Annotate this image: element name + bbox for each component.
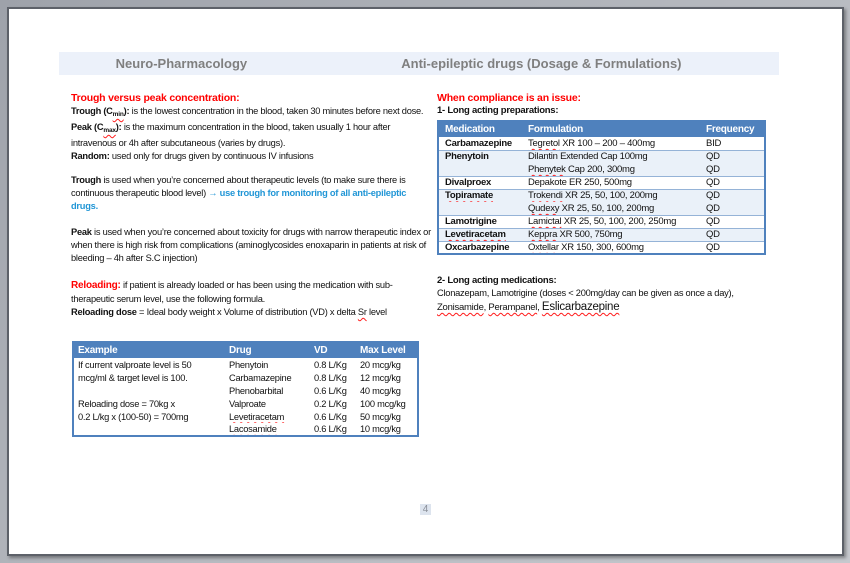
brand-name: Qudexy: [528, 202, 560, 214]
frequency-cell: QD: [700, 176, 765, 189]
max-cell: 12 mcg/kg: [360, 372, 401, 383]
table-row: [73, 358, 418, 371]
formulation-rest: XR 25, 50, 100, 200mg: [562, 190, 658, 202]
formulation-cell: [522, 215, 700, 228]
brand-name: Phenytek: [528, 163, 566, 175]
right-subheading-2: 2- Long acting medications:: [437, 275, 557, 286]
page-number-value: 4: [420, 504, 432, 515]
reloading-dose-text1: = Ideal body weight x Volume of distribution (VD) x delta: [136, 307, 358, 317]
drug-eslicarbazepine: Eslicarbazepine: [541, 301, 620, 313]
reloading-text: if patient is already loaded or has been using the medication with sub-therapeutic serum level, use the following formula.: [71, 280, 393, 304]
formulation-rest: XR 25, 50, 100, 200, 250mg: [561, 216, 677, 227]
peak-subscript: max: [103, 127, 116, 134]
formulation-cell: [522, 241, 700, 254]
formulation-cell: [522, 228, 700, 241]
frequency-cell: QD: [700, 228, 765, 241]
table-row: [438, 163, 765, 176]
frequency-cell: QD: [700, 202, 765, 215]
vd-cell: 0.6 L/Kg: [314, 411, 347, 422]
page-header-bar: [59, 52, 779, 75]
vd-col-maxlevel: Max Level: [356, 342, 418, 358]
medication-cell: Divalproex: [438, 176, 522, 189]
table-row: [438, 241, 765, 254]
formulation-cell: [522, 176, 700, 189]
left-heading: Trough versus peak concentration:: [71, 92, 240, 104]
table-row: [73, 410, 418, 423]
table-row: [438, 189, 765, 202]
drug-cell: Lacosamide: [229, 424, 277, 434]
vd-cell: 0.6 L/Kg: [314, 424, 347, 434]
formulation-rest: XR 150, 300, 600mg: [558, 241, 644, 253]
peak-definition: [71, 121, 435, 150]
vd-cell: 0.8 L/Kg: [314, 359, 347, 370]
header-title-right: Anti-epileptic drugs (Dosage & Formulations): [401, 56, 682, 71]
example-cell: 0.2 L/kg x (100-50) = 700mg: [78, 411, 189, 422]
trough-text: is the lowest concentration in the blood, taken 30 minutes before next dose.: [129, 106, 424, 116]
medication-table: [437, 120, 766, 255]
example-cell: [73, 384, 225, 397]
right-heading: When compliance is an issue:: [437, 92, 581, 104]
drug-cell: Valproate: [229, 398, 266, 409]
med-col-medication: Medication: [438, 121, 522, 137]
reloading-lead: Reloading:: [71, 280, 121, 291]
brand-name: Keppra: [528, 229, 558, 240]
formulation-cell: [522, 163, 700, 176]
peak-use-text: is used when you’re concerned about toxicity for drugs with narrow therapeutic index or when there is high risk from complications (aminoglycosides enoxaparin in patients at risk of bleeding – 4h after S.C injection): [71, 227, 431, 263]
drug-zonisamide: Zonisamide: [437, 302, 484, 313]
brand-name: Oxtellar: [528, 241, 559, 253]
header-title-left: Neuro-Pharmacology: [115, 56, 248, 71]
table-row: [438, 150, 765, 163]
frequency-cell: QD: [700, 150, 765, 163]
peak-close: ):: [115, 122, 122, 132]
vd-col-vd: VD: [310, 342, 356, 358]
frequency-cell: QD: [700, 189, 765, 202]
vd-table-header-row: [73, 342, 418, 358]
page-number: [9, 499, 842, 517]
formulation-rest: Cap 200, 300mg: [565, 163, 635, 175]
drug-perampanel: Perampanel: [488, 302, 538, 313]
medication-cell: Topiramate: [438, 189, 522, 202]
med-table-header-row: [438, 121, 765, 137]
vd-col-drug: Drug: [225, 342, 310, 358]
peak-use-lead: Peak: [71, 227, 92, 237]
drug-cell: Levetiracetam: [229, 411, 285, 422]
max-cell: 10 mcg/kg: [360, 424, 401, 434]
left-column: [71, 91, 435, 319]
medication-cell: [438, 163, 522, 176]
formulation-rest: Dilantin Extended Cap 100mg: [528, 151, 648, 163]
random-text: used only for drugs given by continuous IV infusions: [109, 151, 314, 161]
brand-name: Tegretol: [528, 137, 560, 149]
vd-cell: 0.2 L/Kg: [314, 398, 347, 409]
peak-text: is the maximum concentration in the blood, taken usually 1 hour after intravenous or 4h after subcutaneous (varies by drugs).: [71, 122, 391, 148]
vd-table: [72, 341, 419, 437]
medication-cell: [438, 202, 522, 215]
right-subheading-1: 1- Long acting preparations:: [437, 105, 559, 116]
trough-use-lead: Trough: [71, 175, 101, 185]
max-cell: 40 mcg/kg: [360, 385, 401, 396]
brand-name: Lamictal: [528, 216, 562, 227]
example-cell: mcg/ml & target level is 100.: [78, 372, 188, 383]
medication-cell: Oxcarbazepine: [438, 241, 522, 254]
table-row: [73, 423, 418, 436]
formulation-rest: Depakote ER 250, 500mg: [528, 177, 632, 188]
vd-cell: 0.8 L/Kg: [314, 372, 347, 383]
table-row: [438, 228, 765, 241]
formulation-cell: [522, 150, 700, 163]
peak-usage: [71, 226, 435, 265]
formulation-cell: [522, 137, 700, 150]
medication-cell: Phenytoin: [438, 150, 522, 163]
example-cell: [73, 423, 225, 436]
medication-cell: Lamotrigine: [438, 215, 522, 228]
max-cell: 20 mcg/kg: [360, 359, 401, 370]
frequency-cell: QD: [700, 215, 765, 228]
example-cell: Reloading dose = 70kg x: [78, 398, 175, 409]
peak-lead: Peak (C: [71, 122, 104, 132]
trough-subscript: min: [112, 111, 124, 118]
vd-cell: 0.6 L/Kg: [314, 385, 347, 396]
table-row: [73, 371, 418, 384]
reloading-dose-lead: Reloading dose: [71, 307, 137, 317]
trough-usage: [71, 174, 435, 213]
table-row: [73, 397, 418, 410]
brand-name: Trokendi: [528, 190, 563, 202]
drug-cell: Phenytoin: [229, 359, 269, 370]
table-row: [438, 176, 765, 189]
medication-cell: Levetiracetam: [438, 228, 522, 241]
trough-definition: [71, 105, 435, 121]
reloading-paragraph: [71, 279, 435, 306]
trough-close: ):: [123, 106, 130, 116]
long-acting-meds-line2: [437, 301, 619, 313]
table-row: [438, 202, 765, 215]
table-row: [438, 215, 765, 228]
random-definition: [71, 150, 435, 163]
formulation-rest: XR 500, 750mg: [557, 229, 623, 240]
example-cell: If current valproate level is 50: [78, 359, 192, 370]
vd-col-example: Example: [73, 342, 225, 358]
reloading-dose-formula: [71, 306, 435, 319]
frequency-cell: BID: [706, 137, 722, 149]
formulation-rest: XR 100 – 200 – 400mg: [559, 137, 655, 149]
reloading-dose-sr: Sr: [357, 307, 367, 317]
formulation-cell: [522, 189, 700, 202]
max-cell: 100 mcg/kg: [360, 398, 406, 409]
separator: ,: [483, 302, 489, 313]
frequency-cell: QD: [700, 163, 765, 176]
random-lead: Random:: [71, 151, 110, 161]
table-row: [73, 384, 418, 397]
drug-cell: Carbamazepine: [229, 372, 292, 383]
formulation-cell: [522, 202, 700, 215]
medication-cell: Carbamazepine: [445, 137, 512, 149]
frequency-cell: QD: [700, 241, 765, 254]
med-col-frequency: Frequency: [700, 121, 765, 137]
drug-cell: Phenobarbital: [229, 385, 284, 396]
table-row: [438, 137, 765, 150]
trough-use-highlight: → use trough for monitoring of all anti-epileptic drugs.: [71, 188, 407, 211]
document-page: [7, 7, 844, 556]
long-acting-meds-line1: Clonazepam, Lamotrigine (doses < 200mg/day can be given as once a day),: [437, 288, 734, 298]
trough-lead: Trough (C: [71, 106, 113, 116]
max-cell: 50 mcg/kg: [360, 411, 401, 422]
separator: ,: [537, 302, 542, 313]
reloading-dose-text2: level: [366, 307, 387, 317]
formulation-rest: XR 25, 50, 100, 200mg: [559, 202, 655, 214]
trough-use-text: is used when you’re concerned about therapeutic levels (to make sure there is continuous therapeutic blood level): [71, 175, 406, 198]
med-col-formulation: Formulation: [522, 121, 700, 137]
